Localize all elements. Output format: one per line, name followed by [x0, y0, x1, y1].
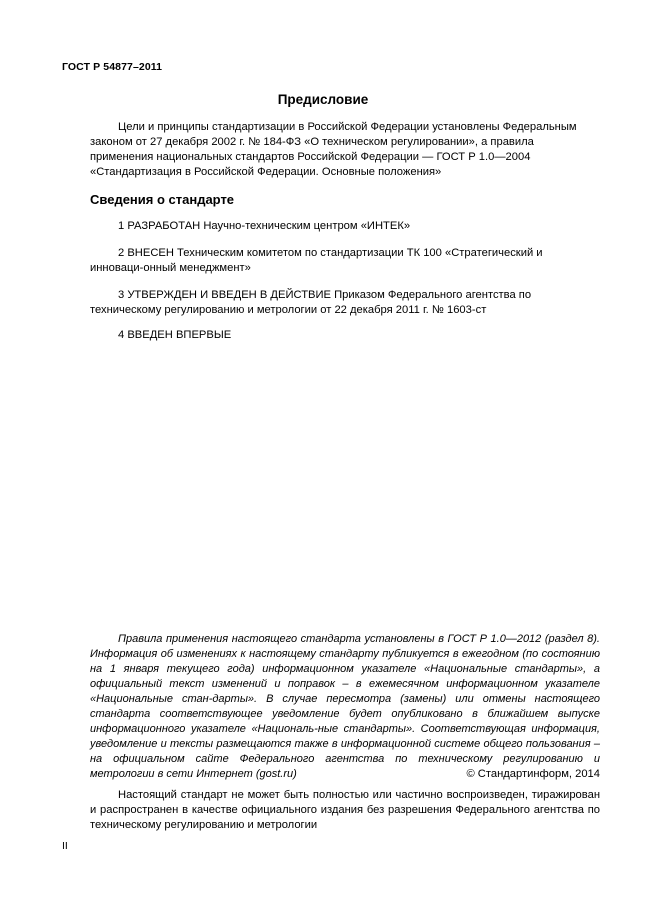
standard-info-title: Сведения о стандарте — [90, 192, 235, 207]
reproduction-notice: Настоящий стандарт не может быть полностью или частично воспроизведен, тиражирован и распространен в качестве официального издания без разрешения Федерального агентства по техническому регулированию и метрологии — [90, 789, 600, 831]
page-number: II — [62, 840, 68, 852]
foreword-title: Предисловие — [277, 92, 369, 107]
document-header-code: ГОСТ Р 54877–2011 — [62, 61, 163, 73]
rules-note: Правила применения настоящего стандарта установлены в ГОСТ Р 1.0—2012 (раздел 8). Информация об изменениях к настоящему стандарту публикуется в ежегодном (по состоянию на 1 января текущего года) информационном указателе «Национальные стандарты», а официальный текст изменений и поправок – в ежемесячном информационном указателе «Национальные стан-дарты». В случае пересмотра (замены) или отмены настоящего стандарта соответствующее уведомление будет опубликовано в ближайшем выпуске информационного указателе «Националь-ные стандарты». Соответствующая информация, уведомление и тексты размещаются также в информационной системе общего пользования – на официальном сайте Федерального агентства по техническому регулированию и метрологии в сети Интернет (gost.ru) — [90, 633, 600, 780]
standard-info-item-2: 2 ВНЕСЕН Техническим комитетом по стандартизации ТК 100 «Стратегический и инновaци-онный менеджмент» — [90, 247, 543, 274]
copyright-line: © Стандартинформ, 2014 — [466, 768, 600, 780]
standard-info-item-3: 3 УТВЕРЖДЕН И ВВЕДЕН В ДЕЙСТВИЕ Приказом Федерального агентства по техническому регулированию и метрологии от 22 декабря 2011 г. № 1603-ст — [90, 289, 532, 316]
standard-info-item-4: 4 ВВЕДЕН ВПЕРВЫЕ — [118, 329, 232, 341]
foreword-text: Цели и принципы стандартизации в Российской Федерации установлены Федеральным законом от 27 декабря 2002 г. № 184-ФЗ «О техническом регулировании», а правила применения национальных стандартов Российской Федерации — ГОСТ Р 1.0—2004 «Стандартизация в Российской Федерации. Основные положения» — [90, 121, 577, 178]
standard-info-item-1: 1 РАЗРАБОТАН Научно-техническим центром «ИНТЕК» — [118, 220, 411, 232]
